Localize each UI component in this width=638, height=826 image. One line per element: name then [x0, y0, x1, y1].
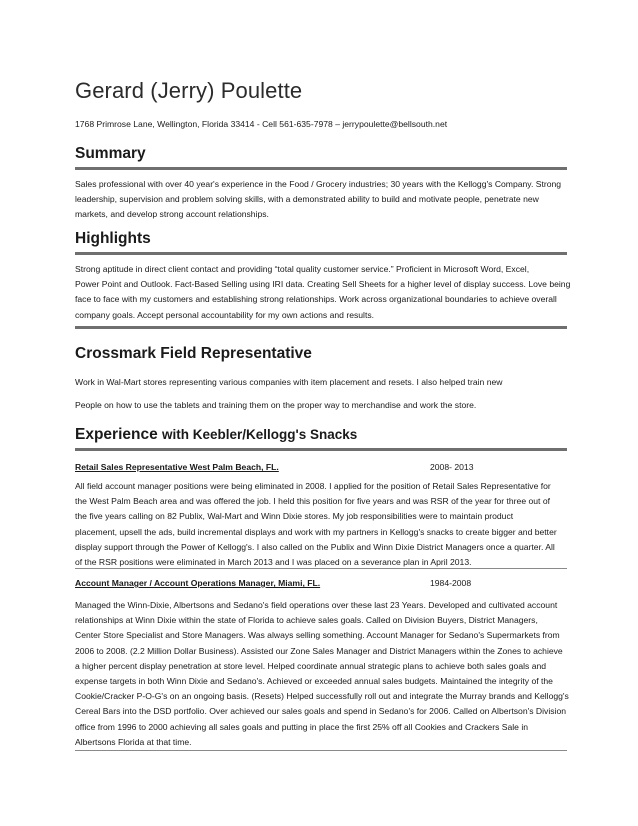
job-line: of the RSR positions were eliminated in March 2013 and I was placed on a severance plan in April 2013.: [75, 557, 472, 568]
crossmark-heading: Crossmark Field Representative: [75, 345, 312, 362]
highlights-text: [75, 262, 571, 323]
highlights-line: Strong aptitude in direct client contact and providing “total quality customer service.” Proficient in Microsoft Word, Excel,: [75, 264, 530, 274]
crossmark-line: People on how to use the tablets and training them on the proper way to merchandise and work the store.: [75, 400, 477, 410]
applicant-name: Gerard (Jerry) Poulette: [75, 78, 303, 103]
job-line: relationships at Winn Dixie within the state of Florida to achieve sales goals. Called on Division Buyers, District Managers,: [75, 615, 538, 626]
job-title: Account Manager / Account Operations Manager, Miami, FL.: [75, 578, 321, 588]
job-line: expense targets in both Winn Dixie and Sedano's. Achieved or exceeded annual sales budgets. Maintained the integrity of the: [75, 676, 553, 687]
job-line: Cereal Bars into the DSD portfolio. Over achieved our sales goals and spend in Sedano's for 2006. Called on Albertson's Division: [75, 706, 567, 717]
highlights-heading: Highlights: [75, 230, 151, 247]
job-line: Albertsons Florida at that time.: [75, 736, 192, 747]
job-title: Retail Sales Representative West Palm Beach, FL.: [75, 462, 279, 472]
job-line: placement, upsell the ads, build incremental displays and work with my partners in Kellogg's snacks to create bigger and better: [75, 526, 557, 537]
summary-text: [75, 177, 567, 223]
summary-heading: Summary: [75, 145, 146, 162]
crossmark-text-1: [75, 375, 567, 390]
experience-heading-main: Experience: [75, 426, 163, 443]
job-description: [75, 479, 567, 570]
job-line: Managed the Winn-Dixie, Albertsons and Sedano's field operations over these last 23 Years. Developed and cultivated account: [75, 600, 558, 610]
job-line: the five years calling on 82 Publix, Wal-Mart and Winn Dixie stores. My job responsibilities were to maintain product: [75, 511, 514, 522]
summary-line: Sales professional with over 40 year's experience in the Food / Grocery industries; 30 years with the Kellogg's Company. Strong: [75, 179, 562, 189]
job-line: 2006 to 2008. (2.2 Million Dollar Business). Assisted our Zone Sales Manager and District Managers within the Zones to achieve: [75, 645, 563, 656]
job-description: [75, 598, 567, 750]
job-line: a higher percent display penetration at store level. Helped coordinate annual strategic plans to achieve both sales goals and: [75, 660, 547, 671]
experience-heading: [75, 426, 357, 444]
experience-rule: [75, 448, 567, 451]
summary-line: markets, and develop strong account relationships.: [75, 209, 269, 220]
job-line: Center Store Specialist and Store Managers. Was always selling something. Account Manager for Sedano's Supermarkets from: [75, 630, 560, 641]
job-separator: [75, 568, 567, 569]
crossmark-line: Work in Wal-Mart stores representing various companies with item placement and resets. I also helped train new: [75, 377, 503, 387]
experience-heading-sub: with Keebler/Kellogg's Snacks: [162, 427, 358, 442]
job-separator: [75, 750, 567, 751]
job-dates: 1984-2008: [430, 578, 472, 588]
job-line: the West Palm Beach area and was offered the job. I held this position for five years and was RSR of the year for three out of: [75, 496, 550, 507]
crossmark-text-2: [75, 398, 567, 413]
job-dates: 2008- 2013: [430, 462, 474, 472]
job-line: Cookie/Cracker P-O-G's on an ongoing basis. (Resets) Helped successfully roll out and integrate the Murray brands and Kellogg's: [75, 691, 569, 702]
job-line: office from 1996 to 2000 achieving all sales goals and putting in place the first 25% off all Cookies and Crackers Sale in: [75, 721, 529, 732]
highlights-bottom-rule: [75, 326, 567, 329]
highlights-line: face to face with my customers and establishing strong relationships. Work across organizational boundaries to achieve overall: [75, 294, 557, 305]
contact-line: 1768 Primrose Lane, Wellington, Florida 33414 - Cell 561-635-7978 – jerrypoulette@bellsouth.net: [75, 119, 448, 129]
job-line: display support through the Power of Kellogg's. I also called on the Publix and Winn Dixie District Managers once a quarter. All: [75, 541, 555, 552]
highlights-rule: [75, 252, 567, 255]
highlights-line: Power Point and Outlook. Fact-Based Selling using IRI data. Creating Sell Sheets for a higher level of display success. Love being: [75, 279, 571, 290]
job-line: All field account manager positions were being eliminated in 2008. I applied for the position of Retail Sales Representative for: [75, 481, 551, 491]
highlights-line: company goals. Accept personal accountability for my own actions and results.: [75, 309, 375, 320]
summary-rule: [75, 167, 567, 170]
summary-line: leadership, supervision and problem solving skills, with a demonstrated ability to build and motivate people, penetrate new: [75, 194, 539, 205]
